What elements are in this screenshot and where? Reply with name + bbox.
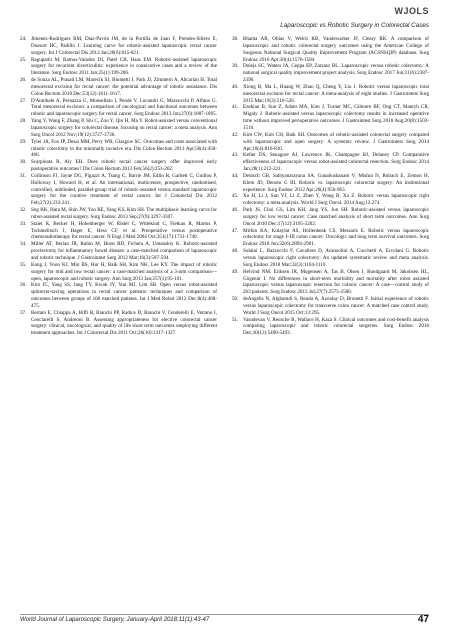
reference-text: Deutsch GB, Sathyanarayana SA, Gunabushanam V, Mishra N, Rubach E, Zemon H, Klein JD, Denoto G III. Robotic vs. laparoscopic colorectal surgery: An institutional experience. Surg Endosc 2012 Apr;26(4):956-963. [243, 172, 429, 193]
reference-number: 42. [232, 131, 239, 138]
reference-number: 36. [20, 282, 27, 289]
reference-number: 31. [20, 172, 27, 179]
reference-number: 38. [232, 36, 239, 42]
reference-number: 45. [232, 193, 239, 200]
reference-item [20, 98, 217, 119]
reference-text: Tyler JA, Fox JP, Desai MM, Perry WB, Glasgow SC. Outcomes and costs associated with robotic colectomy in the minimally invasive era. Dis Colon Rectum 2013 Apr;56(4):458-466. [31, 138, 217, 159]
reference-number: 48. [232, 248, 239, 255]
reference-number: 51. [232, 316, 239, 323]
reference-number: 39. [232, 63, 239, 70]
reference-text: deAngelis N, Alghamdi S, Renda A, Azoulay D, Brunetti F. Initial experience of robotic versus laparoscopic colectomy for transverse colon cancer: A matched case control study. World J Surg Oncol 2015 Oct;13:295. [243, 296, 429, 316]
reference-text: de Souza AL, Prasad LM, Marecik SJ, Blumetti J, Park JJ, Zimmern A, Abcarian H. Total mesorectal excision for rectal cancer: the potential advantage of robotic assistance. Dis Colon Rectum 2010 Dec;53(12):1611-1617. [31, 77, 217, 97]
reference-item [232, 269, 429, 296]
reference-item [20, 159, 217, 173]
reference-number: 35. [20, 261, 27, 268]
reference-text: Miller AT, Berian JR, Rubin M, Hurst RD, Fichera A, Umanskiy K. Robotic-assisted proctectomy for inflammatory bowel disease: a case-matched comparison of laparoscopic and robotic technique. J Gastrointest Surg 2012 Mar;16(3):587-594. [31, 241, 217, 261]
reference-number: 47. [232, 227, 239, 234]
reference-item [232, 104, 429, 131]
reference-text: Jimenez-Rodriguez RM, Diaz-Pavón JM, de la Portilla de Juan F, Prendes-Sillero E, Dussort HC, Padillo J. Learning curve for robotic-assisted laparoscopic rectal cancer surgery. Int J Colorectal Dis 2012 Jan;28(6):815-821. [31, 36, 217, 56]
reference-number: 46. [232, 207, 239, 214]
reference-number: 30. [20, 159, 27, 166]
reference-number: 34. [20, 241, 27, 248]
reference-item [20, 57, 217, 78]
reference-item [20, 241, 217, 262]
reference-item [20, 173, 217, 207]
reference-text: Solaini L, Bazzocchi F, Cavaliere D, Avanzolini A, Cucchetti A, Ercolani G. Robotic versus laparoscopic right colectomy: An updated systematic review and meta analysis. Surg Endosc 2018 Mar;32(3):1104-1110. [243, 248, 429, 268]
reference-text: Staiet R, Becker H, Hohenberger W, Rödel C, Wittekind C, Fietkau R, Martus P, Tschmelitsch J, Hager E, Hess CF, et al. Preoperative versus postoperative chemoradiotherapy for rectal cancer. N Engl J Med 2004 Oct;351(17):1731-1740. [31, 220, 217, 241]
reference-item [20, 282, 217, 309]
reference-number: 33. [20, 220, 27, 227]
reference-text: Bertani E, Chiappa A, Biffi R, Bianchi PP, Radice D, Branchi V, Cenderelli E, Vetrano I, Cenciarelli S, Andreoni B. Assessing appropriateness for elective colorectal cancer surgery: clinical, oncological, and quality of life short term outcomes employing different treatment approaches. Int J Colorectal Dis 2011 Oct;26(10):1317-1327. [31, 309, 217, 337]
reference-text: Scarpinata R, Aly EH. Does robotic rectal cancer surgery offer improved early postoperative outcomes? Dis Colon Rectum 2013 Feb;56(2):253-262. [31, 159, 217, 173]
reference-number: 37. [20, 309, 27, 316]
reference-text: Keller DS, Senagore AJ, Lawrence JK, Champagne BJ, Delaney CP. Comparative effectiveness of laparoscopic versus robot-assisted colorectal resection. Surg Endosc 2014 Jan;28(1):212-221. [243, 152, 429, 173]
reference-item [232, 317, 429, 338]
reference-item [232, 248, 429, 269]
reference-number: 27. [20, 97, 27, 104]
footer-divider [20, 614, 429, 615]
reference-item [232, 63, 429, 84]
reference-text: Dolejs SC, Waters JA, Ceppa EP, Zarzaur BL. Laparoscopic versus robotic colectomy: A national surgical quality improvement project analysis. Surg Endosc 2017 Jun;31(6):2387-2396. [243, 63, 429, 84]
references-right-column [232, 36, 429, 337]
reference-item [232, 132, 429, 153]
reference-item [20, 36, 217, 57]
reference-number: 25. [20, 56, 27, 63]
reference-item [232, 228, 429, 249]
reference-number: 29. [20, 138, 27, 145]
reference-text: Ezekian B, Sun Z, Adam MA, Kim J, Turner MC, Gilmore BF, Ong CT, Mantyh CR, Migaly J. Robotic-assisted versus laparoscopic colectomy results in increased operative time without improved perioperative outcomes. J Gastrointest Surg 2016 Aug;20(8):1503-1510. [243, 104, 429, 131]
reference-number: 50. [232, 296, 239, 303]
reference-item [232, 36, 429, 63]
reference-item [232, 296, 429, 317]
reference-number: 40. [232, 83, 239, 90]
reference-number: 49. [232, 268, 239, 275]
reference-number: 26. [20, 77, 27, 84]
reference-text: Sng KK, Hara M, Shin JW, Yoo BE, Yang KS, Kim SH. The multiphasic learning curve for robot-assisted rectal surgery. Surg Endosc 2013 Sep;27(9):3297-3307. [31, 207, 217, 220]
reference-text: Park JS, Choi GS, Lim KH, Jang YS, Jun SH. Robotic-assisted versus laparoscopic surgery for low rectal cancer: Case matched analysis of short term outcomes. Ann Surg Oncol 2010 Dec;17(12):3195-3202. [243, 207, 429, 227]
reference-text: Vasudevan V, Reusche R, Wallace H, Kaza S. Clinical outcomes and cost-benefit analysis comparing laparoscopic and robotic colorectal surgeries. Surg Endosc 2016 Dec;30(12):5490-5493. [243, 316, 429, 337]
reference-item [20, 139, 217, 160]
reference-text: Kang J, Yoon KJ, Min BS, Hur H, Baik SH, Kim NK, Lee KY. The impact of robotic surgery for mid and low rectal cancer: a case-matched analysis of a 3-arm comparison—open, laparoscopic and robotic surgery. Ann Surg 2013 Jan;257(1):95-101. [31, 261, 217, 282]
reference-text: Mirkin KA, Kulaylat AS, Hollenbeak CS, Messaris E. Robotic versus laparoscopic colectomy for stage I–III colon cancer: Oncologic and long term survival outcomes. Surg Endosc 2018 Jun;32(6):2894-2901. [243, 227, 429, 248]
reference-number: 41. [232, 104, 239, 111]
reference-item [232, 207, 429, 228]
reference-item [20, 77, 217, 98]
reference-text: Kim JC, Yang SS, Jang TY, Kwak JY, Yun MJ, Lim SB. Open versus robot-assisted sphincter-saving operations in rectal cancer patients: techniques and comparison of outcomes between groups of 100 matched patients. Int J Med Robot 2012 Dec;8(4):468-475. [31, 282, 217, 309]
reference-text: Yang Y, Wang F, Zhang P, Shi C, Zou Y, Qin H, Ma Y. Robot-assisted versus conventional laparoscopic surgery for colorectal disease, focusing on rectal cancer: a meta analysis. Ann Surg Oncol 2012 Nov;19(12):3727-3736. [31, 118, 217, 138]
reference-number: 24. [20, 36, 27, 42]
reference-text: Bhama AR, Obias V, Welch KB, Vandewarker JF, Cleary RK. A comparison of laparoscopic and robotic colorectal surgery outcomes using the American College of Surgeons National Surgical Quality Improvement Program (ACSNSQIP) database. Surg Endosc 2016 Apr;30(4):1576-1584. [243, 36, 429, 63]
reference-text: Ragupathi M, Ramos-Valadez DI, Patel CB, Haas EM. Robotic-assisted laparoscopic surgery for recurrent diverticulitis: experience in consecutive cases and a review of the literature. Surg Endosc 2011 Jan;25(1):199-206. [31, 56, 217, 77]
reference-number: 28. [20, 118, 27, 125]
reference-item [232, 193, 429, 207]
page-number: 47 [417, 614, 429, 625]
references-left-column [20, 36, 217, 337]
footer-journal-info: World Journal of Laparoscopic Surgery, January-April 2018;11(1):43-47 [20, 617, 210, 623]
reference-item [232, 152, 429, 173]
reference-number: 44. [232, 172, 239, 179]
reference-item [232, 84, 429, 105]
reference-item [20, 221, 217, 242]
reference-text: Collinson FJ, Jayne DG, Pigazzi A, Tsang C, Barrie JM, Edlin R, Garbett C, Guillou P, Holloway I, Howard H, et al. An international, multicentre, prospective, randomised, controlled, unblinded, parallel-group trial of robotic-assisted versus standard laparoscopic surgery for the curative treatment of rectal cancer. Int J Colorectal Dis 2012 Feb;27(2):233-241. [31, 172, 217, 207]
reference-text: Kim CW, Kim CH, Baik SH. Outcomes of robotic-assisted colorectal surgery compared with laparoscopic and open surgery: A systemic review. J Gastrointest Surg 2014 Apr;18(4):816-830. [243, 131, 429, 152]
reference-item [232, 173, 429, 194]
reference-item [20, 118, 217, 139]
reference-item [20, 207, 217, 221]
reference-text: D'Annibale A, Pernazza G, Monsellato I, Pende V, Lucandri G, Mazzocchi P, Alfano G. Total mesorectal excision: a comparison of oncological and functional outcomes between robotic and laparoscopic surgery for rectal cancer. Surg Endosc 2013 Jun;27(6):1887-1895. [31, 97, 217, 118]
reference-item [20, 262, 217, 283]
reference-text: Helvind NM, Eriksen JR, Mogensen A, Tas B, Olsen J, Bundgaard M, Jakobsen HL, Gögenür I. No differences in short-term morbidity and mortality after robot assisted laparoscopic versus laparoscopic resection for colonic cancer: A case—control study of 263 patients. Surg Endosc 2013 Jul;27(7):2575-2580. [243, 268, 429, 296]
reference-text: Xu H, Li J, Sun YJ, Li Z, Zhen Y, Wang B, Xu Z. Robotic versus laparoscopic right colectomy: a meta-analysis. World J Surg Oncol. 2014 Aug;12:274. [243, 193, 429, 207]
reference-item [20, 310, 217, 337]
running-title: Laparoscopic vs Robotic Surgery in Colorectal Cases [280, 22, 429, 29]
journal-logo: WJOLS [394, 6, 429, 16]
reference-number: 43. [232, 152, 239, 159]
reference-text: Xiong B, Ma L, Huang W, Zhao Q, Cheng Y, Liu J. Robotic versus laparoscopic total mesorectal excision for rectal cancer: A meta-analysis of eight studies. J Gastrointest Surg 2015 Mar;19(3):516-526. [243, 83, 429, 104]
reference-number: 32. [20, 207, 27, 214]
